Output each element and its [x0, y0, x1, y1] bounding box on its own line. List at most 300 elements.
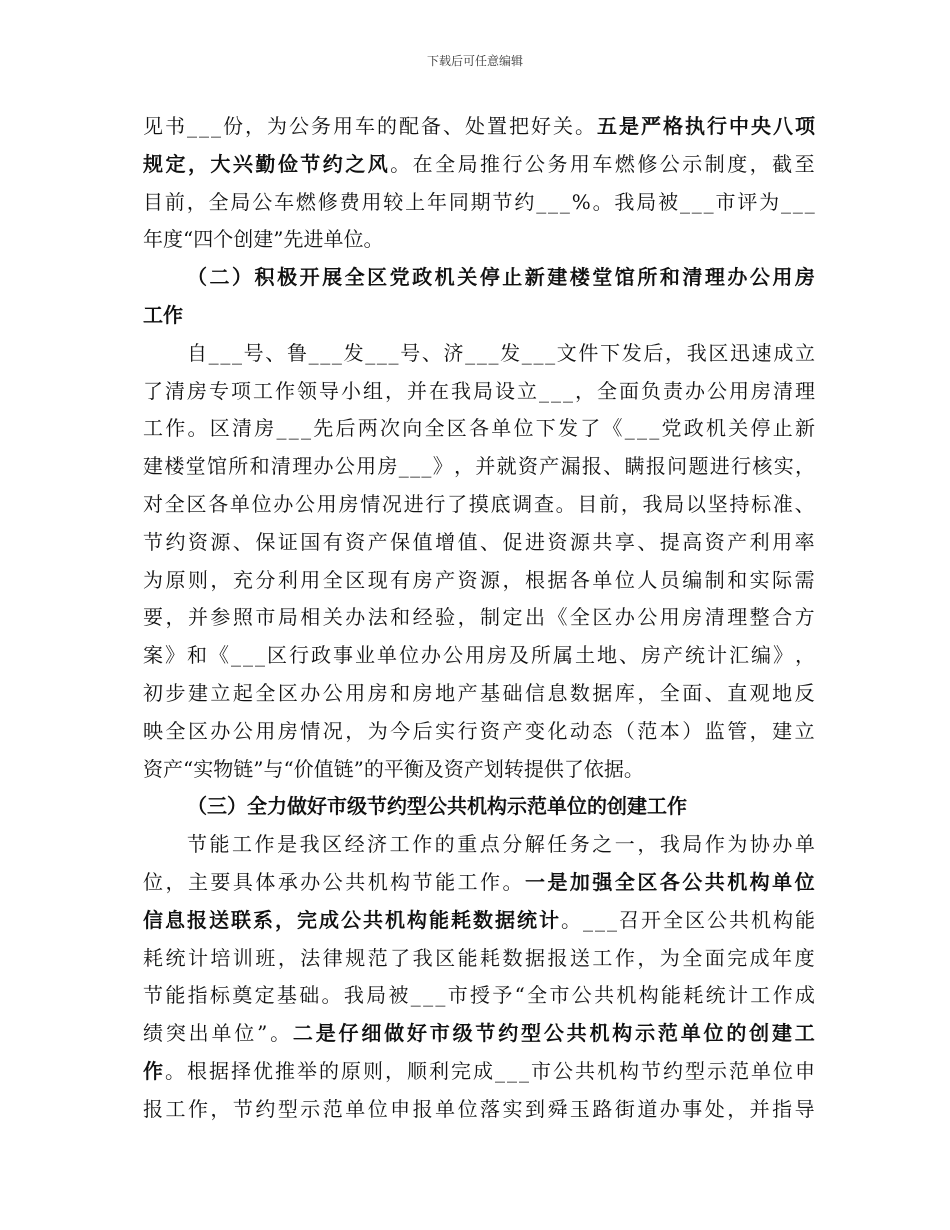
text-char: 是: [277, 832, 298, 857]
text-char: 专: [209, 378, 229, 403]
text-char: 举: [297, 1058, 317, 1083]
text-char: 下: [535, 416, 556, 441]
text-char: 局: [682, 832, 703, 857]
text-char: 起: [232, 680, 253, 705]
text-char: _: [331, 340, 342, 365]
text-char: 清: [165, 378, 185, 403]
bold-text-char: 位: [794, 869, 815, 894]
text-char: 工: [232, 832, 253, 857]
paragraph-line: [143, 335, 815, 373]
text-char: _: [276, 416, 287, 441]
text-char: 统: [685, 643, 705, 668]
text-char: 房: [187, 378, 207, 403]
bold-text-char: 作: [143, 1058, 163, 1083]
text-char: ，: [620, 491, 641, 516]
text-char: 方: [794, 605, 815, 630]
text-char: 示: [300, 1096, 321, 1121]
text-char: 作: [275, 378, 295, 403]
text-char: 房: [367, 680, 388, 705]
text-char: 小: [341, 378, 361, 403]
bold-text-char: 型: [521, 1021, 542, 1046]
text-char: 区: [685, 907, 705, 932]
text-char: 报: [581, 454, 602, 479]
text-char: _: [559, 189, 570, 214]
bold-text-char: 项: [795, 114, 815, 138]
text-char: 实: [435, 718, 456, 743]
bold-text-char: 行: [707, 114, 727, 138]
text-char: 共: [575, 1058, 595, 1083]
text-char: 全: [597, 378, 617, 403]
text-char: 耗: [683, 983, 704, 1008]
text-char: _: [301, 416, 311, 441]
text-char: 工: [592, 945, 613, 970]
text-char: 区: [708, 340, 729, 365]
text-char: 《: [602, 416, 623, 441]
bold-text-char: 格: [663, 114, 683, 138]
text-char: 办: [210, 718, 231, 743]
text-char: _: [792, 189, 803, 214]
bold-text-char: 全: [614, 869, 635, 894]
text-char: 落: [480, 1096, 501, 1121]
text-char: 立: [210, 680, 231, 705]
text-char: _: [421, 454, 432, 479]
text-char: 公: [524, 151, 545, 176]
text-char: 我: [451, 378, 471, 403]
bold-text-char: 建: [771, 1021, 792, 1046]
bold-text-char: 的: [726, 1021, 747, 1046]
text-char: 信: [524, 680, 545, 705]
text-char: 完: [451, 1058, 471, 1083]
text-char: 摸: [468, 491, 489, 516]
text-char: 。: [555, 491, 576, 516]
text-char: 《: [209, 643, 229, 668]
text-char: 资: [547, 529, 568, 554]
text-char: 制: [704, 151, 725, 176]
text-char: 备: [421, 114, 441, 138]
text-char: 息: [547, 680, 568, 705]
text-char: 面: [704, 945, 725, 970]
text-char: 、: [637, 529, 658, 554]
bold-text-char: 共: [566, 1021, 587, 1046]
text-char: （: [614, 718, 635, 743]
text-char: 。: [270, 1021, 291, 1046]
text-char: 公: [252, 189, 273, 214]
text-char: 管: [727, 718, 748, 743]
text-char: 区: [187, 718, 208, 743]
text-char: 法: [300, 945, 321, 970]
text-char: 用: [356, 454, 377, 479]
text-char: 办: [273, 491, 294, 516]
text-char: 能: [661, 983, 682, 1008]
text-char: 把: [509, 114, 529, 138]
text-char: 配: [399, 114, 419, 138]
text-char: 构: [638, 983, 659, 1008]
text-char: 年: [426, 189, 447, 214]
text-char: 工: [389, 832, 410, 857]
text-char: 止: [502, 265, 523, 290]
text-char: 位: [513, 416, 534, 441]
bold-text-char: 范: [657, 1021, 678, 1046]
text-char: 。: [575, 114, 595, 138]
text-char: 馆: [206, 454, 227, 479]
text-char: 行: [289, 643, 309, 668]
text-char: 计: [187, 945, 208, 970]
text-char: 济: [443, 340, 464, 365]
text-char: 之: [592, 832, 613, 857]
text-char: 单: [491, 416, 512, 441]
text-char: 汇: [729, 643, 749, 668]
text-char: 公: [637, 605, 658, 630]
bold-text-char: 单: [680, 1021, 701, 1046]
text-char: 全: [344, 265, 365, 290]
text-char: 出: [524, 605, 545, 630]
text-char: 局: [366, 983, 387, 1008]
text-char: _: [308, 340, 319, 365]
text-char: 进: [709, 454, 730, 479]
text-char: 为: [143, 567, 163, 592]
text-char: 申: [390, 1096, 411, 1121]
text-char: 构: [390, 869, 411, 894]
text-char: 办: [313, 454, 334, 479]
text-char: 地: [435, 680, 456, 705]
paragraph-line: [143, 184, 815, 222]
text-char: 础: [299, 983, 320, 1008]
bold-text-char: 示: [635, 1021, 656, 1046]
text-char: 理: [795, 378, 815, 403]
bold-text-char: 做: [384, 1021, 405, 1046]
text-char: %: [571, 189, 591, 214]
text-char: _: [607, 907, 617, 932]
text-char: 据: [592, 680, 613, 705]
text-char: ，: [637, 832, 658, 857]
text-char: 政: [683, 416, 704, 441]
text-char: _: [410, 983, 421, 1008]
text-char: 房: [751, 378, 771, 403]
text-char: 利: [429, 1058, 449, 1083]
text-char: 突: [165, 1021, 186, 1046]
text-char: 情: [360, 491, 381, 516]
text-char: 源: [480, 567, 501, 592]
text-char: 本: [659, 718, 680, 743]
text-char: 用: [361, 189, 382, 214]
text-char: 能: [165, 983, 186, 1008]
text-char: 区: [209, 416, 230, 441]
text-char: 公: [707, 907, 727, 932]
text-char: 了: [580, 416, 601, 441]
text-char: 馆: [614, 265, 635, 290]
text-char: 公: [322, 869, 343, 894]
paragraph-line: [143, 373, 815, 411]
paragraph-line: [143, 751, 815, 789]
text-char: _: [220, 340, 231, 365]
text-char: 根: [187, 1058, 207, 1083]
text-char: 两: [357, 416, 378, 441]
text-char: 行: [502, 151, 523, 176]
text-char: 理: [727, 605, 748, 630]
text-char: 予: [492, 983, 513, 1008]
text-char: 基: [480, 680, 501, 705]
text-char: 车: [355, 114, 375, 138]
text-char: 出: [188, 1021, 209, 1046]
text-char: 直: [727, 680, 748, 705]
text-char: 要: [210, 869, 231, 894]
paragraph-line: [143, 1015, 815, 1053]
text-char: 同: [448, 189, 469, 214]
text-char: 工: [143, 416, 163, 441]
text-char: 用: [345, 680, 366, 705]
text-char: _: [691, 189, 702, 214]
text-char: 关: [457, 265, 478, 290]
text-char: 立: [794, 340, 815, 365]
text-char: _: [519, 1058, 529, 1083]
text-char: 楼: [569, 265, 590, 290]
text-char: 后: [643, 340, 664, 365]
text-char: 报: [143, 1096, 163, 1121]
text-char: 区: [186, 491, 207, 516]
text-char: _: [563, 378, 573, 403]
text-char: 、: [421, 340, 442, 365]
text-char: 书: [165, 114, 185, 138]
text-char: 增: [435, 529, 456, 554]
text-char: 全: [569, 605, 590, 630]
text-char: 库: [614, 680, 635, 705]
text-char: 堂: [185, 454, 206, 479]
text-char: 为: [267, 114, 287, 138]
bold-text-char: 约: [498, 1021, 519, 1046]
text-char: 度: [727, 151, 748, 176]
text-char: 所: [228, 454, 249, 479]
text-char: _: [320, 340, 331, 365]
bold-text-char: 执: [685, 114, 705, 138]
text-char: 见: [143, 114, 163, 138]
bold-text-char: 机: [727, 869, 748, 894]
text-char: 完: [727, 945, 748, 970]
text-char: 发: [558, 416, 578, 441]
text-char: ）: [232, 265, 253, 290]
text-char: 鲁: [286, 340, 307, 365]
text-char: 修: [637, 151, 658, 176]
text-char: 业: [355, 643, 375, 668]
text-char: 和: [727, 567, 748, 592]
text-char: 用: [255, 718, 276, 743]
text-char: 行: [457, 718, 478, 743]
text-char: 验: [435, 605, 456, 630]
text-char: 务: [547, 151, 568, 176]
text-char: 土: [575, 643, 595, 668]
text-char: 整: [749, 605, 770, 630]
text-char: 办: [772, 832, 793, 857]
text-char: 。: [502, 869, 523, 894]
text-char: 、: [704, 680, 725, 705]
text-char: 负: [641, 378, 661, 403]
text-char: _: [488, 340, 499, 365]
text-char: 的: [319, 1058, 339, 1083]
bold-text-char: 联: [231, 907, 251, 932]
bold-text-char: 仔: [338, 1021, 359, 1046]
text-char: 作: [254, 832, 275, 857]
text-char: 设: [495, 378, 515, 403]
text-char: 作: [704, 832, 725, 857]
bold-text-char: ，: [187, 151, 208, 176]
text-char: _: [624, 416, 635, 441]
bold-text-char: 规: [143, 151, 163, 176]
text-char: 以: [685, 491, 706, 516]
bold-text-char: 统: [517, 907, 537, 932]
text-char: 数: [569, 680, 590, 705]
text-char: 工: [253, 378, 273, 403]
text-char: 律: [322, 945, 343, 970]
text-char: _: [243, 643, 253, 668]
text-char: 监: [704, 718, 725, 743]
bold-text-char: 大: [210, 151, 231, 176]
text-char: _: [388, 340, 399, 365]
text-char: 、: [480, 529, 501, 554]
text-char: 产: [435, 567, 456, 592]
text-char: 处: [465, 114, 485, 138]
text-char: 行: [425, 491, 446, 516]
text-char: 我: [299, 832, 320, 857]
text-char: 共: [729, 907, 749, 932]
text-char: 标: [209, 983, 230, 1008]
text-char: 案: [143, 643, 163, 668]
text-char: 国: [300, 529, 321, 554]
text-char: 承: [277, 869, 298, 894]
text-char: 分: [502, 832, 523, 857]
text-char: 推: [480, 151, 501, 176]
text-char: 示: [682, 151, 703, 176]
paragraph-line: [143, 713, 815, 751]
text-char: ，: [727, 1096, 748, 1121]
bold-text-char: 完: [297, 907, 317, 932]
paragraph-line: [143, 977, 815, 1015]
text-char: 并: [749, 1096, 770, 1121]
text-char: 持: [729, 491, 750, 516]
text-char: _: [583, 907, 593, 932]
text-char: 法: [367, 605, 388, 630]
text-char: 号: [243, 340, 264, 365]
text-char: 优: [253, 1058, 273, 1083]
text-char: ，: [345, 718, 366, 743]
text-char: 位: [251, 491, 272, 516]
text-char: 成: [749, 945, 770, 970]
text-char: 较: [383, 189, 404, 214]
text-char: 道: [637, 1096, 658, 1121]
bold-text-char: 是: [619, 114, 639, 138]
bold-text-char: 一: [524, 869, 545, 894]
bold-text-char: 级: [452, 1021, 473, 1046]
text-char: 务: [569, 832, 590, 857]
text-char: 区: [435, 945, 456, 970]
text-char: 耗: [480, 945, 501, 970]
text-char: 关: [322, 605, 343, 630]
text-char: 原: [341, 1058, 361, 1083]
text-char: 提: [659, 529, 680, 554]
text-char: _: [476, 340, 487, 365]
text-char: 立: [794, 718, 815, 743]
bold-text-char: 之: [345, 151, 366, 176]
text-char: 市: [447, 983, 468, 1008]
text-char: 党: [389, 265, 410, 290]
bold-text-char: 二: [292, 1021, 313, 1046]
text-char: 初: [143, 680, 163, 705]
text-char: 向: [402, 416, 423, 441]
text-char: 办: [727, 265, 748, 290]
text-char: 顺: [407, 1058, 427, 1083]
bold-text-char: 工: [794, 1021, 815, 1046]
text-char: 并: [187, 605, 208, 630]
bold-text-char: ，: [275, 907, 295, 932]
text-char: 关: [728, 416, 749, 441]
text-char: 推: [275, 1058, 295, 1083]
text-char: _: [255, 643, 265, 668]
text-char: 发: [621, 340, 642, 365]
text-char: _: [288, 416, 299, 441]
text-char: 就: [496, 454, 517, 479]
text-char: 理: [704, 265, 725, 290]
text-char: 开: [641, 907, 661, 932]
text-char: _: [703, 189, 714, 214]
text-char: ，: [385, 378, 405, 403]
text-char: 全: [164, 491, 185, 516]
text-char: 和: [390, 680, 411, 705]
text-char: 位: [143, 869, 163, 894]
text-char: ，: [665, 340, 686, 365]
line-text: 资产“实物链”与“价值链”的平衡及资产划转提供了依据。: [143, 756, 644, 781]
paragraph-line: [143, 864, 815, 902]
text-char: 全: [663, 907, 683, 932]
paragraph-line: [143, 1091, 815, 1129]
text-char: 公: [571, 983, 592, 1008]
text-char: 为: [659, 945, 680, 970]
text-char: 建: [772, 718, 793, 743]
text-char: 机: [616, 983, 637, 1008]
text-char: 公: [289, 114, 309, 138]
text-char: 映: [143, 718, 163, 743]
text-char: 项: [231, 378, 251, 403]
text-char: 有: [322, 529, 343, 554]
text-char: 观: [749, 680, 770, 705]
text-char: 位: [773, 1058, 793, 1083]
text-char: 建: [143, 454, 163, 479]
text-char: 下: [600, 340, 621, 365]
text-char: _: [208, 340, 219, 365]
text-char: ，: [795, 643, 815, 668]
text-char: 公: [334, 454, 355, 479]
bold-text-char: 送: [209, 907, 229, 932]
text-char: 房: [277, 718, 298, 743]
text-char: _: [595, 907, 605, 932]
bold-text-char: 节: [475, 1021, 496, 1046]
text-char: 主: [187, 869, 208, 894]
text-char: 全: [255, 680, 276, 705]
text-char: _: [507, 1058, 517, 1083]
text-char: 送: [569, 945, 590, 970]
text-char: 节: [143, 529, 163, 554]
text-char: ，: [457, 605, 478, 630]
text-char: 作: [772, 983, 793, 1008]
text-char: 自: [187, 340, 207, 365]
text-char: 位: [367, 1096, 388, 1121]
text-char: 单: [592, 567, 613, 592]
text-char: 资: [457, 567, 478, 592]
text-char: 择: [231, 1058, 251, 1083]
text-char: 节: [232, 1096, 253, 1121]
text-char: 工: [750, 983, 771, 1008]
text-char: ，: [165, 605, 186, 630]
text-char: 局: [473, 378, 493, 403]
bold-text-char: 共: [704, 869, 725, 894]
text-char: 、: [619, 643, 639, 668]
